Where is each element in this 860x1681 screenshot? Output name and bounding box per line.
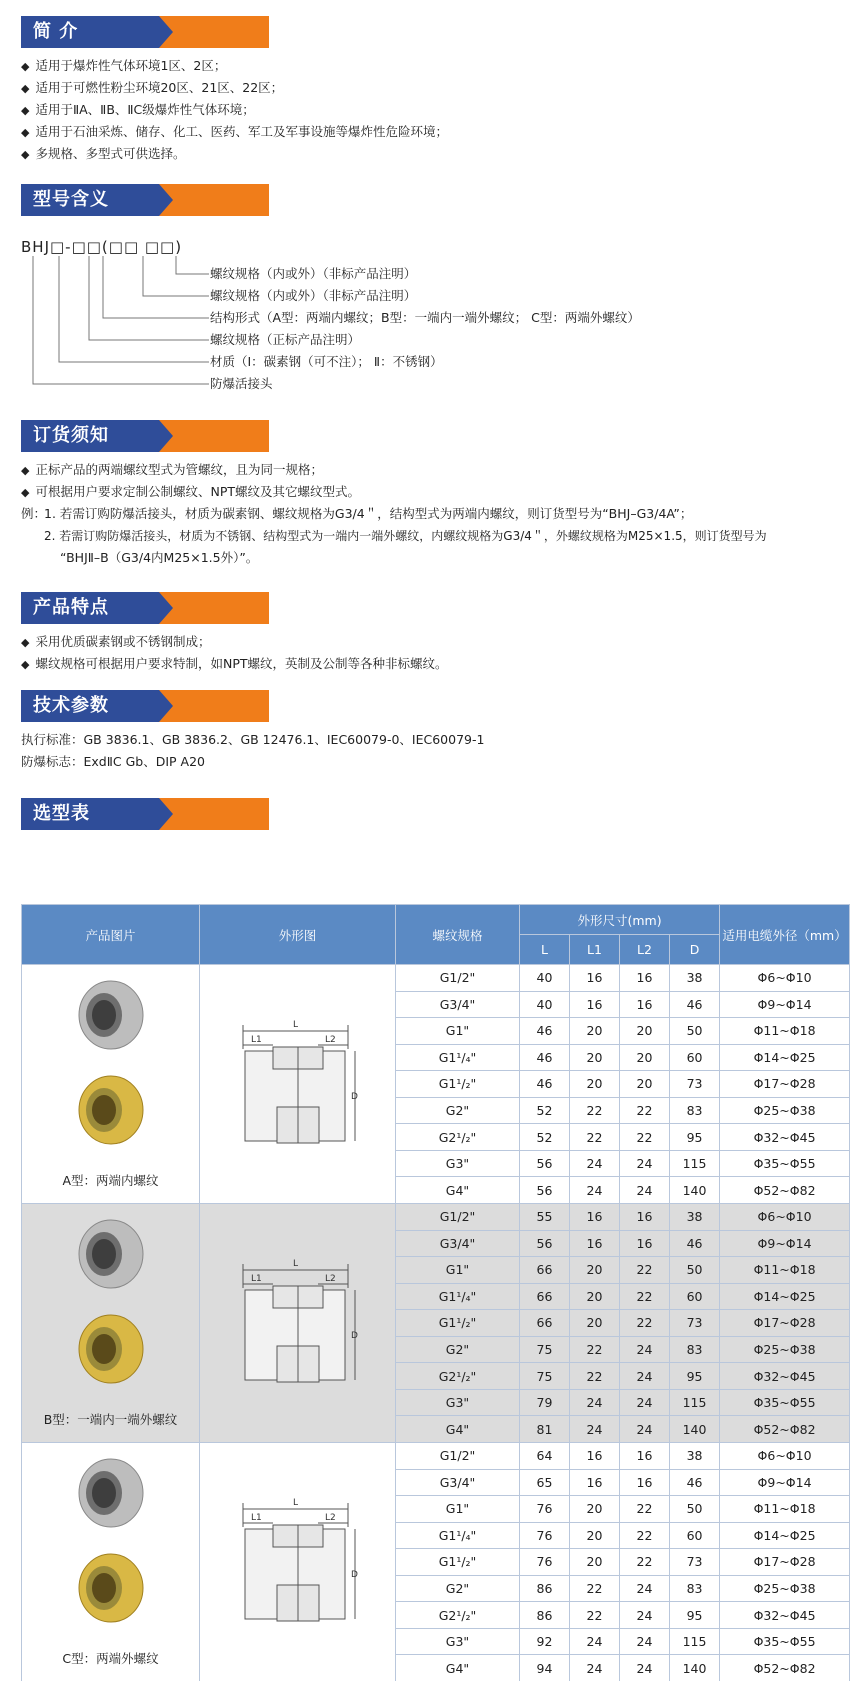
cell-cable: Φ9~Φ14 [720,1469,850,1496]
list-item: ◆ 多规格、多型式可供选择。 [21,146,186,161]
model-code: BHJ□-□□(□□ □□) [21,238,183,256]
svg-text:D: D [350,1570,358,1580]
svg-text:L: L [292,1020,298,1030]
cell-L1: 24 [570,1177,620,1204]
cell-L2: 22 [620,1496,670,1523]
cell-cable: Φ25~Φ38 [720,1097,850,1124]
cell-L2: 24 [620,1336,670,1363]
cell-D: 115 [670,1628,720,1655]
cell-L: 55 [520,1204,570,1231]
cell-L1: 16 [570,1230,620,1257]
cell-cable: Φ6~Φ10 [720,1443,850,1470]
cell-cable: Φ52~Φ82 [720,1177,850,1204]
outline-drawing [233,1248,363,1398]
cell-thread: G2¹/₂" [396,1124,520,1151]
section-model [21,184,269,216]
svg-text:L2: L2 [324,1513,336,1523]
cell-L1: 20 [570,1283,620,1310]
section-order [21,420,269,452]
table-row [22,965,850,992]
svg-text:L: L [292,1259,298,1269]
cell-L2: 22 [620,1522,670,1549]
cell-L2: 22 [620,1257,670,1284]
cell-L1: 16 [570,1443,620,1470]
svg-text:L1: L1 [250,1035,262,1045]
cell-L2: 22 [620,1283,670,1310]
photo-caption: A型：两端内螺纹 [62,1173,159,1188]
cell-thread: G1¹/₄" [396,1044,520,1071]
cell-L2: 20 [620,1071,670,1098]
cell-D: 73 [670,1310,720,1337]
cell-D: 83 [670,1336,720,1363]
cell-L2: 22 [620,1097,670,1124]
cell-cable: Φ35~Φ55 [720,1389,850,1416]
cell-L: 76 [520,1496,570,1523]
cell-L2: 24 [620,1150,670,1177]
cell-L: 64 [520,1443,570,1470]
list-item: ◆ 适用于可燃性粉尘环境20区、21区、22区； [21,80,284,95]
cell-L1: 22 [570,1575,620,1602]
list-item: ◆ 适用于石油采炼、储存、化工、医药、军工及军事设施等爆炸性危险环境； [21,124,448,139]
section-title: 简 介 [33,21,79,42]
cell-thread: G3/4" [396,991,520,1018]
product-photo-cell [22,965,200,1204]
cell-L2: 24 [620,1628,670,1655]
cell-L2: 24 [620,1389,670,1416]
cell-thread: G2¹/₂" [396,1602,520,1629]
header-L: L [520,935,570,965]
selection-table [21,904,850,1681]
outline-drawing [233,1487,363,1637]
svg-text:L1: L1 [250,1274,262,1284]
model-desc: 防爆活接头 [210,376,273,391]
cell-thread: G4" [396,1177,520,1204]
cell-cable: Φ14~Φ25 [720,1044,850,1071]
cell-L: 40 [520,991,570,1018]
product-photo-cell [22,1443,200,1681]
cell-D: 95 [670,1124,720,1151]
cell-thread: G4" [396,1416,520,1443]
cell-D: 73 [670,1071,720,1098]
cell-thread: G1¹/₂" [396,1071,520,1098]
cell-L2: 20 [620,1018,670,1045]
cell-L1: 22 [570,1602,620,1629]
header-L1: L1 [570,935,620,965]
cell-thread: G4" [396,1655,520,1681]
cell-thread: G3" [396,1150,520,1177]
product-photo-cell [22,1204,200,1443]
cell-D: 115 [670,1150,720,1177]
cell-cable: Φ14~Φ25 [720,1283,850,1310]
cell-L2: 16 [620,1443,670,1470]
cell-L2: 24 [620,1177,670,1204]
cell-D: 50 [670,1496,720,1523]
list-item: ◆ 可根据用户要求定制公制螺纹、NPT螺纹及其它螺纹型式。 [21,484,360,499]
list-item: ◆ 螺纹规格可根据用户要求特制，如NPT螺纹，英制及公制等各种非标螺纹。 [21,656,448,671]
cell-D: 140 [670,1177,720,1204]
cell-cable: Φ32~Φ45 [720,1124,850,1151]
section-title: 订货须知 [33,425,109,446]
svg-text:L2: L2 [324,1274,336,1284]
cell-L: 56 [520,1177,570,1204]
model-desc: 螺纹规格（正标产品注明） [210,332,361,347]
cell-L2: 16 [620,1469,670,1496]
cell-L2: 24 [620,1655,670,1681]
cell-thread: G1" [396,1257,520,1284]
model-desc: 螺纹规格（内或外）（非标产品注明） [210,266,417,281]
cell-D: 60 [670,1283,720,1310]
outline-drawing [233,1009,363,1159]
cell-D: 95 [670,1363,720,1390]
example-2: 2. 若需订购防爆活接头，材质为不锈钢、结构型式为一端内一端外螺纹，内螺纹规格为G3/4＂，外螺纹规格为M25×1.5，则订货型号为 [44,529,767,543]
cell-cable: Φ17~Φ28 [720,1549,850,1576]
header-dims: 外形尺寸(mm) [520,905,720,935]
cell-cable: Φ32~Φ45 [720,1363,850,1390]
cell-L1: 16 [570,991,620,1018]
cell-L: 46 [520,1044,570,1071]
cell-L: 66 [520,1257,570,1284]
cell-L2: 24 [620,1575,670,1602]
cell-L: 79 [520,1389,570,1416]
cell-D: 60 [670,1044,720,1071]
cell-L1: 20 [570,1522,620,1549]
table-row [22,1204,850,1231]
cell-L: 52 [520,1097,570,1124]
cell-cable: Φ52~Φ82 [720,1416,850,1443]
section-features [21,592,269,624]
cell-cable: Φ35~Φ55 [720,1628,850,1655]
cell-L1: 22 [570,1124,620,1151]
product-photo-steel [66,1214,156,1294]
cell-L2: 16 [620,1204,670,1231]
cell-L: 65 [520,1469,570,1496]
cell-L: 56 [520,1230,570,1257]
cell-cable: Φ6~Φ10 [720,1204,850,1231]
cell-L: 66 [520,1283,570,1310]
svg-text:D: D [350,1092,358,1102]
cell-L1: 24 [570,1416,620,1443]
cell-thread: G3/4" [396,1230,520,1257]
cell-L2: 24 [620,1363,670,1390]
cell-cable: Φ35~Φ55 [720,1150,850,1177]
cell-D: 140 [670,1655,720,1681]
cell-L: 94 [520,1655,570,1681]
cell-thread: G1/2" [396,965,520,992]
cell-thread: G1¹/₂" [396,1549,520,1576]
cell-D: 46 [670,1469,720,1496]
product-photo-steel [66,975,156,1055]
cell-L1: 22 [570,1097,620,1124]
model-desc: 螺纹规格（内或外）（非标产品注明） [210,288,417,303]
cell-D: 83 [670,1097,720,1124]
cell-thread: G2" [396,1097,520,1124]
table-row [22,1443,850,1470]
section-intro [21,16,269,48]
outline-drawing-cell [200,1443,396,1681]
header-D: D [670,935,720,965]
cell-L: 81 [520,1416,570,1443]
cell-cable: Φ6~Φ10 [720,965,850,992]
cell-thread: G3" [396,1628,520,1655]
cell-L1: 20 [570,1496,620,1523]
section-title: 型号含义 [33,189,109,210]
cell-L: 76 [520,1522,570,1549]
cell-L2: 16 [620,1230,670,1257]
list-item: ◆ 正标产品的两端螺纹型式为管螺纹，且为同一规格； [21,462,323,477]
outline-drawing-cell [200,965,396,1204]
cell-thread: G3/4" [396,1469,520,1496]
section-title: 选型表 [33,803,90,824]
cell-cable: Φ32~Φ45 [720,1602,850,1629]
cell-L2: 24 [620,1416,670,1443]
cell-D: 73 [670,1549,720,1576]
cell-cable: Φ11~Φ18 [720,1496,850,1523]
cell-L1: 24 [570,1655,620,1681]
cell-thread: G2¹/₂" [396,1363,520,1390]
cell-L: 46 [520,1071,570,1098]
example-prefix: 例： [21,506,47,521]
header-thread: 螺纹规格 [396,905,520,965]
cell-D: 46 [670,991,720,1018]
cell-cable: Φ11~Φ18 [720,1257,850,1284]
cell-L1: 16 [570,965,620,992]
cell-thread: G2" [396,1336,520,1363]
cell-thread: G1" [396,1496,520,1523]
header-L2: L2 [620,935,670,965]
section-title: 产品特点 [33,597,109,618]
cell-L: 92 [520,1628,570,1655]
cell-thread: G1¹/₄" [396,1522,520,1549]
cell-cable: Φ17~Φ28 [720,1310,850,1337]
cell-D: 46 [670,1230,720,1257]
cell-D: 83 [670,1575,720,1602]
cell-L2: 22 [620,1124,670,1151]
cell-L1: 20 [570,1257,620,1284]
svg-text:L2: L2 [324,1035,336,1045]
cell-L1: 16 [570,1469,620,1496]
cell-thread: G1¹/₂" [396,1310,520,1337]
cell-D: 50 [670,1257,720,1284]
cell-L1: 16 [570,1204,620,1231]
cell-L1: 22 [570,1363,620,1390]
photo-caption: C型：两端外螺纹 [62,1651,159,1666]
cell-L1: 20 [570,1310,620,1337]
cell-L: 86 [520,1575,570,1602]
list-item: ◆ 适用于ⅡA、ⅡB、ⅡC级爆炸性气体环境； [21,102,255,117]
svg-text:L1: L1 [250,1513,262,1523]
cell-L1: 24 [570,1150,620,1177]
cell-L2: 20 [620,1044,670,1071]
cell-thread: G1¹/₄" [396,1283,520,1310]
cell-cable: Φ9~Φ14 [720,1230,850,1257]
outline-drawing-cell [200,1204,396,1443]
cell-thread: G1/2" [396,1443,520,1470]
cell-L: 66 [520,1310,570,1337]
section-select [21,798,269,830]
cell-L1: 20 [570,1071,620,1098]
cell-L1: 24 [570,1389,620,1416]
cell-L: 86 [520,1602,570,1629]
cell-cable: Φ9~Φ14 [720,991,850,1018]
svg-text:L: L [292,1498,298,1508]
cell-L1: 22 [570,1336,620,1363]
cell-L1: 20 [570,1018,620,1045]
cell-D: 50 [670,1018,720,1045]
model-desc: 结构形式（A型：两端内螺纹；B型：一端内一端外螺纹； C型：两端外螺纹） [210,310,640,325]
cell-L2: 22 [620,1310,670,1337]
header-photo: 产品图片 [22,905,200,965]
cell-L: 40 [520,965,570,992]
cell-D: 60 [670,1522,720,1549]
product-photo-brass [66,1070,156,1150]
cell-D: 38 [670,1204,720,1231]
cell-L1: 20 [570,1549,620,1576]
cell-L2: 16 [620,965,670,992]
cell-D: 38 [670,965,720,992]
cell-L1: 20 [570,1044,620,1071]
cell-D: 38 [670,1443,720,1470]
cell-cable: Φ52~Φ82 [720,1655,850,1681]
cell-L: 56 [520,1150,570,1177]
cell-thread: G1" [396,1018,520,1045]
model-code-diagram [21,256,221,396]
cell-D: 95 [670,1602,720,1629]
cell-D: 140 [670,1416,720,1443]
cell-L: 75 [520,1363,570,1390]
cell-L: 46 [520,1018,570,1045]
svg-text:D: D [350,1331,358,1341]
cell-L: 75 [520,1336,570,1363]
cell-L2: 22 [620,1549,670,1576]
cell-L: 76 [520,1549,570,1576]
cell-L2: 16 [620,991,670,1018]
example-1: 1. 若需订购防爆活接头，材质为碳素钢、螺纹规格为G3/4＂，结构型式为两端内螺纹，则订货型号为“BHJ–G3/4A”； [44,506,693,521]
tech-standard: 执行标准：GB 3836.1、GB 3836.2、GB 12476.1、IEC60079-0、IEC60079-1 [21,732,485,747]
cell-D: 115 [670,1389,720,1416]
cell-cable: Φ25~Φ38 [720,1575,850,1602]
table-body [22,965,850,1681]
list-item: ◆ 采用优质碳素钢或不锈钢制成； [21,634,211,649]
cell-thread: G2" [396,1575,520,1602]
cell-cable: Φ25~Φ38 [720,1336,850,1363]
header-outline: 外形图 [200,905,396,965]
example-2-model: “BHJⅡ–B（G3/4内M25×1.5外）”。 [60,550,259,565]
section-tech [21,690,269,722]
product-photo-brass [66,1309,156,1389]
model-desc: 材质（Ⅰ：碳素钢（可不注）； Ⅱ：不锈钢） [210,354,443,369]
section-title: 技术参数 [33,695,109,716]
cell-cable: Φ17~Φ28 [720,1071,850,1098]
cell-cable: Φ14~Φ25 [720,1522,850,1549]
cell-thread: G3" [396,1389,520,1416]
photo-caption: B型：一端内一端外螺纹 [43,1412,178,1427]
cell-cable: Φ11~Φ18 [720,1018,850,1045]
cell-L1: 24 [570,1628,620,1655]
cell-L2: 24 [620,1602,670,1629]
header-cable: 适用电缆外径（mm） [720,905,850,965]
product-photo-brass [66,1548,156,1628]
cell-L: 52 [520,1124,570,1151]
list-item: ◆ 适用于爆炸性气体环境1区、2区； [21,58,227,73]
cell-thread: G1/2" [396,1204,520,1231]
tech-mark: 防爆标志：ExdⅡC Gb、DIP A20 [21,754,205,769]
product-photo-steel [66,1453,156,1533]
